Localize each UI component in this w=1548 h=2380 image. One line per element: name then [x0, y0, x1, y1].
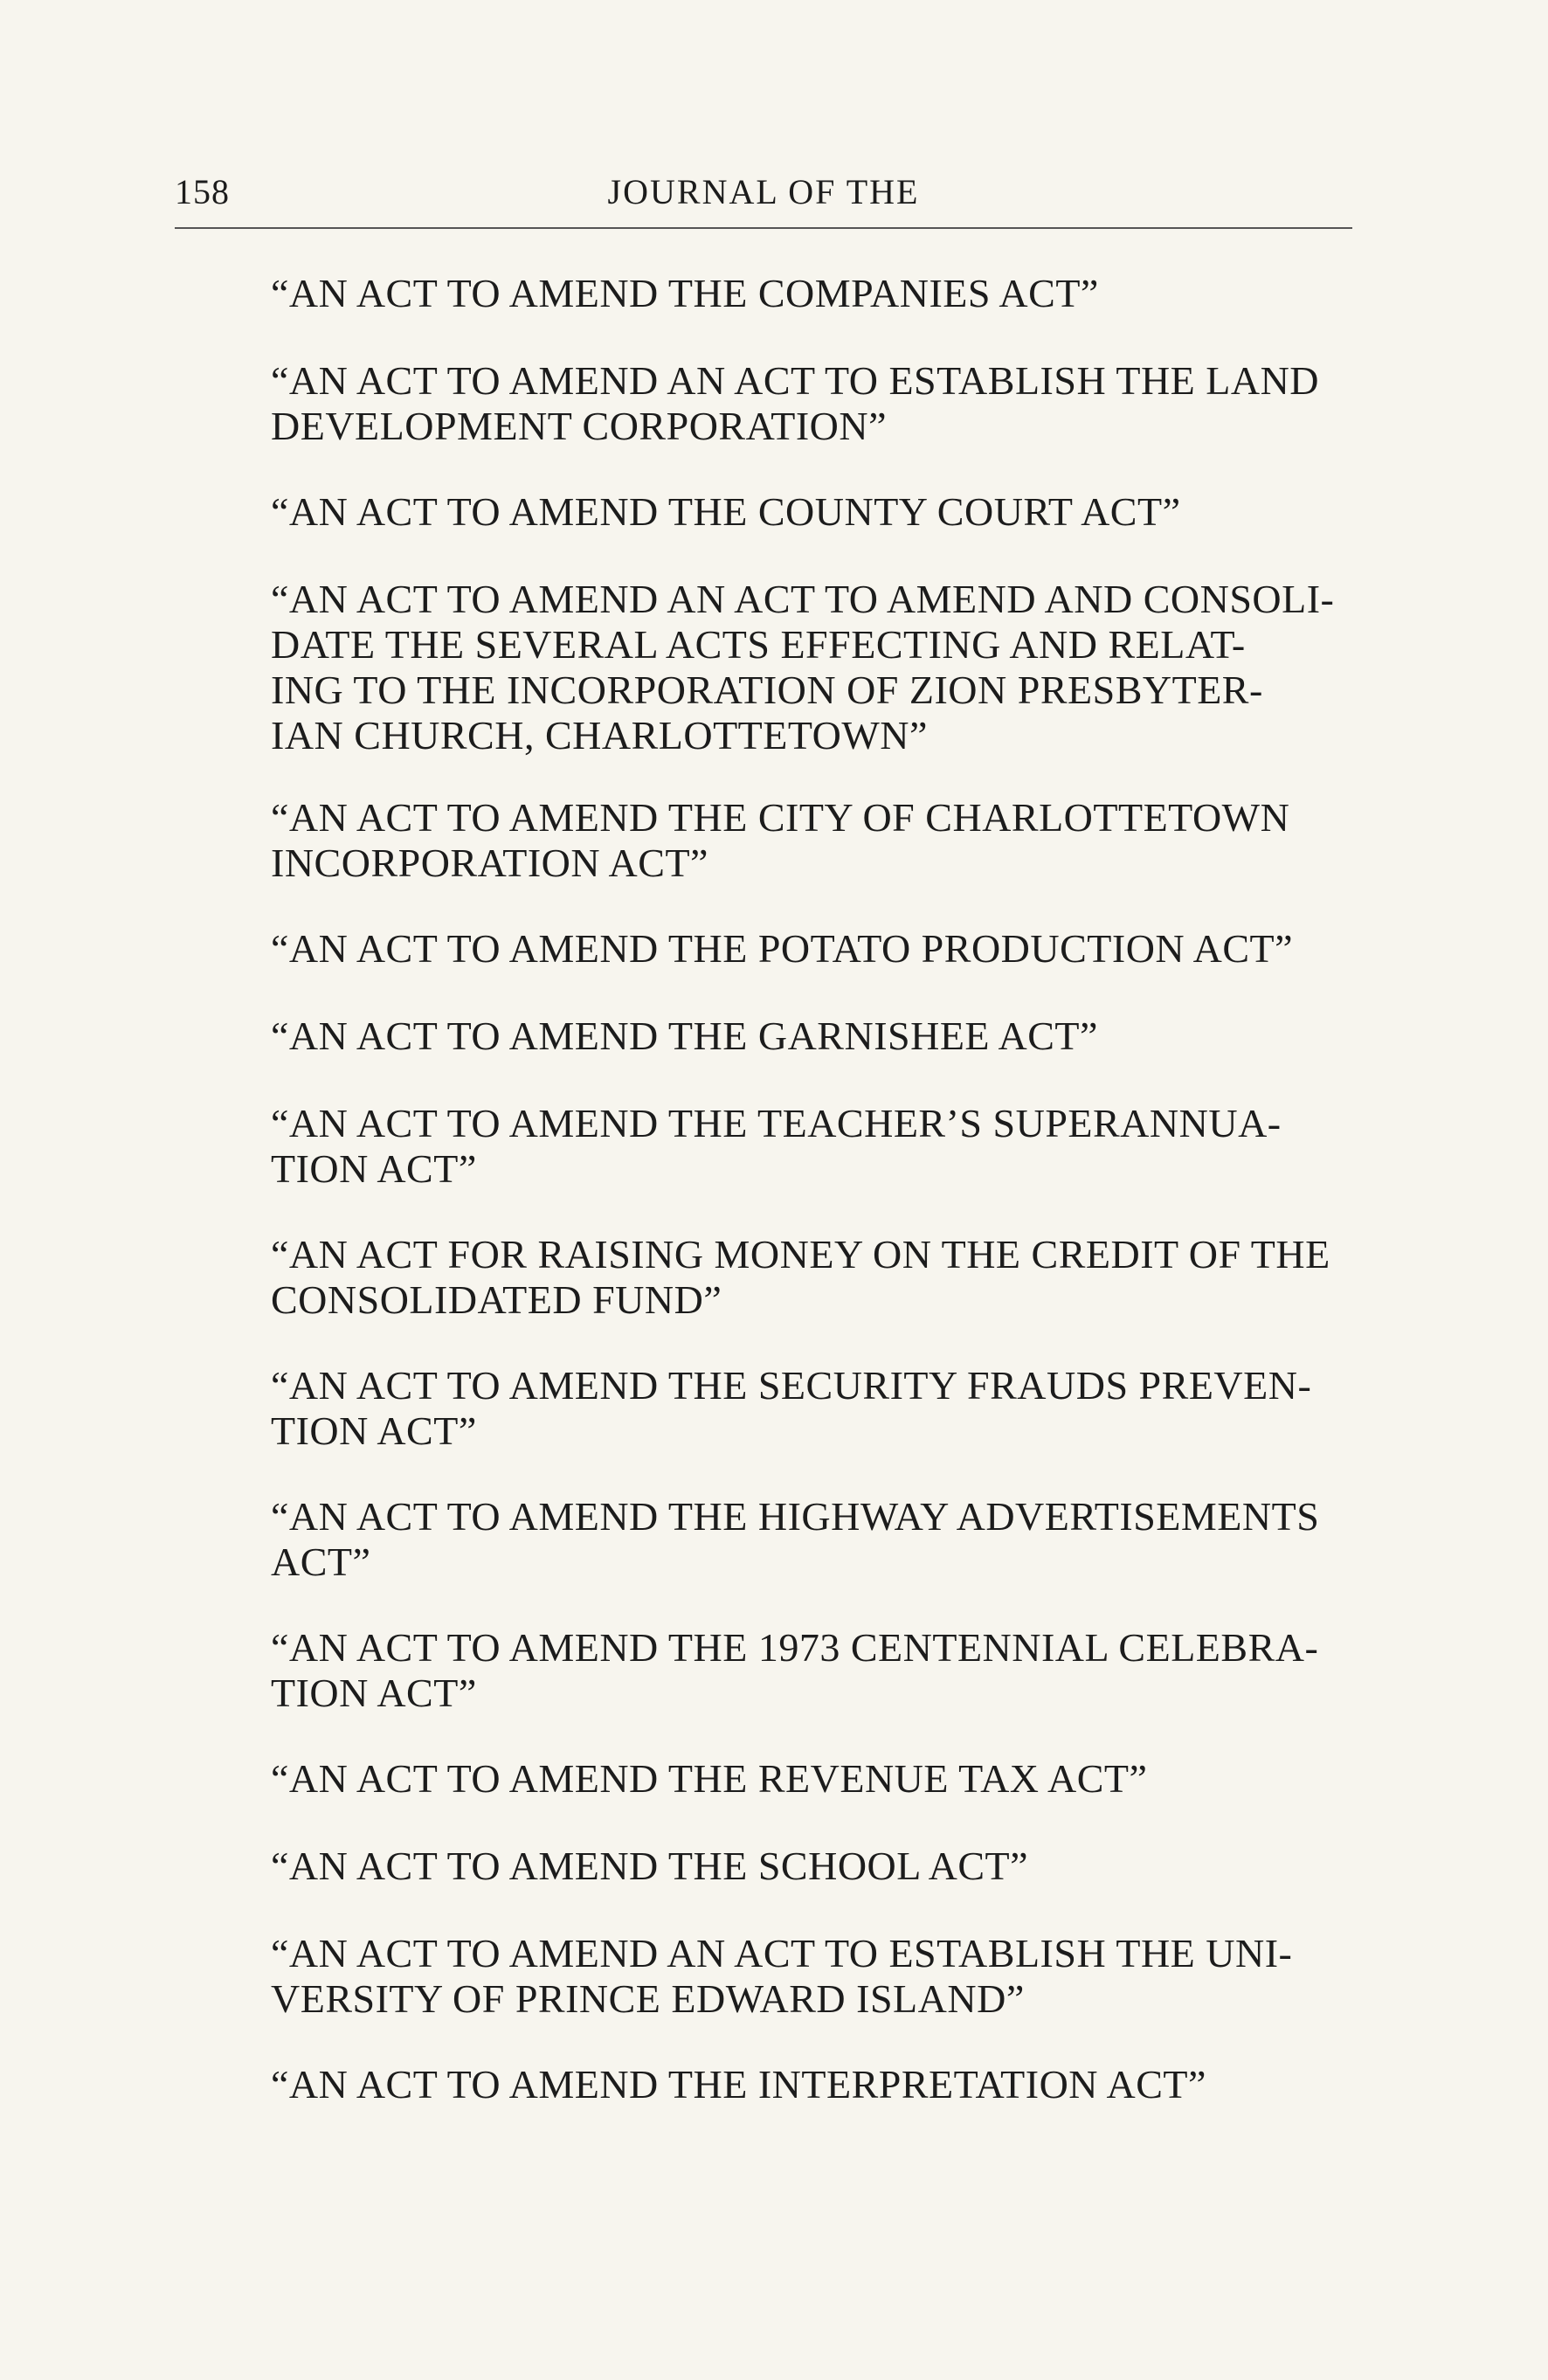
act-title-line: ING TO THE INCORPORATION OF ZION PRESBYTER- [271, 668, 1263, 712]
page-header [175, 171, 1352, 224]
page-number: 158 [175, 172, 230, 211]
act-title [271, 1931, 1354, 2022]
act-title [271, 1014, 1354, 1059]
act-title-line: “AN ACT TO AMEND THE COUNTY COURT ACT” [271, 489, 1181, 534]
act-title-line: TION ACT” [271, 1408, 477, 1453]
act-title [271, 1363, 1354, 1454]
act-title-line: INCORPORATION ACT” [271, 841, 708, 885]
running-head: JOURNAL OF THE [607, 172, 920, 211]
header-rule [175, 227, 1352, 229]
act-title-line: IAN CHURCH, CHARLOTTETOWN” [271, 713, 928, 758]
act-title-line: “AN ACT FOR RAISING MONEY ON THE CREDIT OF THE [271, 1232, 1330, 1276]
act-title [271, 358, 1354, 449]
act-title-line: TION ACT” [271, 1146, 477, 1191]
act-title [271, 1101, 1354, 1192]
act-title [271, 795, 1354, 886]
act-title-line: “AN ACT TO AMEND THE 1973 CENTENNIAL CELEBRA- [271, 1625, 1319, 1670]
act-title-line: “AN ACT TO AMEND THE INTERPRETATION ACT” [271, 2062, 1206, 2107]
act-title-line: DEVELOPMENT CORPORATION” [271, 404, 887, 448]
act-title [271, 271, 1354, 316]
act-title-line: “AN ACT TO AMEND THE POTATO PRODUCTION ACT” [271, 926, 1294, 971]
act-title [271, 1756, 1354, 1802]
act-title [271, 926, 1354, 972]
act-title [271, 577, 1354, 758]
act-title-line: TION ACT” [271, 1671, 477, 1715]
act-title-line: “AN ACT TO AMEND AN ACT TO AMEND AND CONSOLI- [271, 577, 1335, 621]
act-title-line: “AN ACT TO AMEND THE SCHOOL ACT” [271, 1844, 1029, 1888]
act-title-line: “AN ACT TO AMEND THE REVENUE TAX ACT” [271, 1756, 1148, 1801]
act-title-line: VERSITY OF PRINCE EDWARD ISLAND” [271, 1976, 1025, 2021]
act-title [271, 489, 1354, 535]
act-title-line: ACT” [271, 1539, 371, 1584]
act-title-line: DATE THE SEVERAL ACTS EFFECTING AND RELAT- [271, 622, 1246, 667]
act-title [271, 1844, 1354, 1889]
act-title [271, 1494, 1354, 1585]
act-title-line: “AN ACT TO AMEND THE COMPANIES ACT” [271, 271, 1099, 315]
act-title-line: “AN ACT TO AMEND AN ACT TO ESTABLISH THE UNI- [271, 1931, 1293, 1975]
act-title [271, 1232, 1354, 1323]
act-title-line: “AN ACT TO AMEND THE SECURITY FRAUDS PREVEN- [271, 1363, 1312, 1408]
act-title-line: “AN ACT TO AMEND THE HIGHWAY ADVERTISEMENTS [271, 1494, 1320, 1539]
act-title [271, 2062, 1354, 2107]
act-title-line: “AN ACT TO AMEND THE GARNISHEE ACT” [271, 1014, 1098, 1058]
act-title-line: “AN ACT TO AMEND THE CITY OF CHARLOTTETOWN [271, 795, 1290, 840]
act-title-line: “AN ACT TO AMEND AN ACT TO ESTABLISH THE LAND [271, 358, 1320, 403]
act-title-line: CONSOLIDATED FUND” [271, 1277, 722, 1322]
act-title [271, 1625, 1354, 1716]
act-title-line: “AN ACT TO AMEND THE TEACHER’S SUPERANNUA- [271, 1101, 1282, 1145]
